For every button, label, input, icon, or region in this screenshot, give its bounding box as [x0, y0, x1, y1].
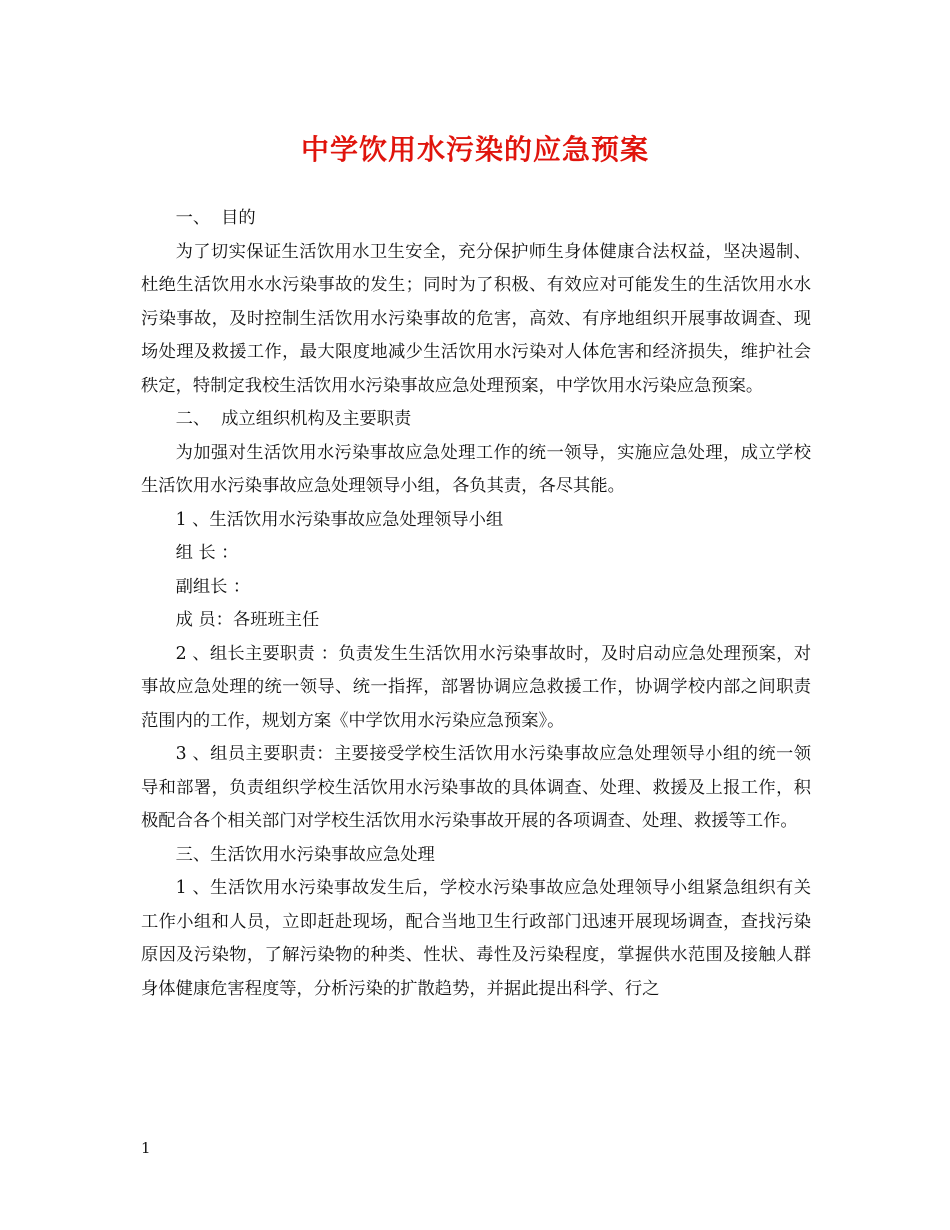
paragraph: 二、 成立组织机构及主要职责: [175, 409, 412, 429]
paragraph: 一、 目的: [175, 208, 256, 228]
paragraph: 1 、生活饮用水污染事故发生后，学校水污染事故应急处理领导小组紧急组织有关工作小组和人员，立即赶赴现场，配合当地卫生行政部门迅速开展现场调查，查找污染原因及污染物，了解污染物的种类、性状、毒性及污染程度，掌握供水范围及接触人群身体健康危害程度等，分析污染的扩散趋势，并据此提出科学、行之: [141, 878, 811, 999]
paragraph: 为了切实保证生活饮用水卫生安全，充分保护师生身体健康合法权益，坚决遏制、杜绝生活饮用水水污染事故的发生；同时为了积极、有效应对可能发生的生活饮用水水污染事故，及时控制生活饮用水污染事故的危害，高效、有序地组织开展事故调查、现场处理及救援工作，最大限度地减少生活饮用水污染对人体危害和经济损失，维护社会秩定，特制定我校生活饮用水污染事故应急处理预案，中学饮用水污染应急预案。: [141, 241, 811, 396]
document-body: [141, 202, 811, 1006]
paragraph: 三、生活饮用水污染事故应急处理: [175, 844, 435, 865]
paragraph: 成 员：各班班主任: [175, 610, 320, 630]
paragraph: 2 、组长主要职责 ：负责发生生活饮用水污染事故时，及时启动应急处理预案，对事故应急处理的统一领导、统一指挥，部署协调应急救援工作，协调学校内部之间职责范围内的工作，规划方案《中学饮用水污染应急预案》。: [141, 643, 811, 731]
page-number: 1: [141, 1139, 151, 1157]
paragraph: 3 、组员主要职责：主要接受学校生活饮用水污染事故应急处理领导小组的统一领导和部署，负责组织学校生活饮用水污染事故的具体调查、处理、救援及上报工作，积极配合各个相关部门对学校生活饮用水污染事故开展的各项调查、处理、救援等工作。: [141, 744, 811, 831]
paragraph: 副组长 ：: [175, 576, 251, 597]
document-title: 中学饮用水污染的应急预案: [300, 133, 649, 166]
paragraph: 1 、生活饮用水污染事故应急处理领导小组: [175, 509, 504, 530]
paragraph: 组 长 ：: [175, 543, 239, 563]
paragraph: 为加强对生活饮用水污染事故应急处理工作的统一领导，实施应急处理，成立学校生活饮用水污染事故应急处理领导小组，各负其责，各尽其能。: [141, 442, 811, 496]
